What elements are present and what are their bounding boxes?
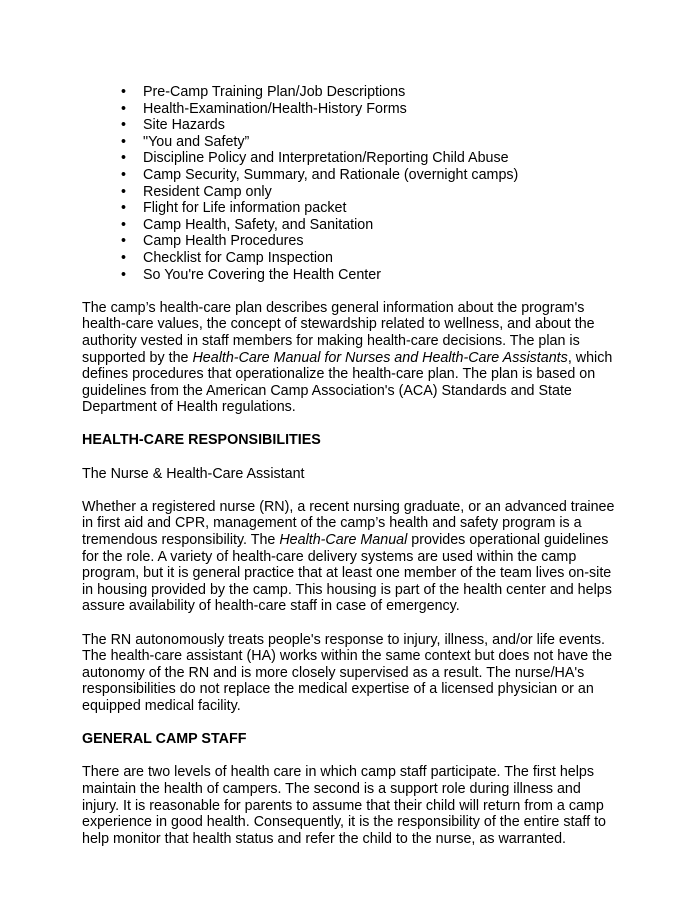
bullet-icon: • bbox=[121, 150, 127, 167]
section-heading-camp-staff: GENERAL CAMP STAFF bbox=[82, 731, 247, 748]
list-item: • Pre-Camp Training Plan/Job Descriptions bbox=[121, 84, 406, 100]
list-item: • Flight for Life information packet bbox=[121, 200, 347, 217]
list-item: • Camp Security, Summary, and Rationale (overnight camps) bbox=[121, 166, 519, 183]
list-item: • Discipline Policy and Interpretation/Reporting Child Abuse bbox=[121, 150, 509, 167]
list-item: • Site Hazards bbox=[121, 117, 225, 134]
list-item: • Resident Camp only bbox=[121, 183, 272, 200]
subheading-nurse: The Nurse & Health-Care Assistant bbox=[82, 465, 305, 482]
list-item: • Health-Examination/Health-History Forms bbox=[121, 100, 407, 117]
bullet-icon: • bbox=[121, 133, 127, 150]
spacer bbox=[82, 748, 616, 765]
spacer bbox=[82, 283, 616, 300]
paragraph-nurse-role: Whether a registered nurse (RN), a recent nursing graduate, or an advanced trainee in first aid and CPR, management of the camp’s health and safety program is a tremendous responsibility. The Health-Care Manual provides operational guidelines for the role. A variety of health-care delivery systems are used within the camp program, but it is general practice that at least one member of the team lives on-site in housing provided by the camp. This housing is part of the health center and helps assure availability of health-care staff in case of emergency. bbox=[82, 498, 615, 615]
list-item: • Camp Health, Safety, and Sanitation bbox=[121, 216, 374, 233]
bullet-icon: • bbox=[121, 84, 127, 100]
section-heading-health-care: HEALTH-CARE RESPONSIBILITIES bbox=[82, 432, 321, 449]
list-item: • "You and Safety” bbox=[121, 133, 250, 150]
list-item: • So You're Covering the Health Center bbox=[121, 266, 381, 283]
bullet-icon: • bbox=[121, 183, 127, 200]
bullet-icon: • bbox=[121, 100, 127, 117]
paragraph-rn-ha: The RN autonomously treats people's response to injury, illness, and/or life events. The health-care assistant (HA) works within the same context but does not have the autonomy of the RN and is more closely supervised as a result. The nurse/HA's responsibilities do not replace the medical expertise of a licensed physician or an equipped medical facility. bbox=[82, 631, 613, 714]
spacer bbox=[82, 416, 616, 433]
bullet-icon: • bbox=[121, 117, 127, 134]
bullet-icon: • bbox=[121, 166, 127, 183]
document-list bbox=[82, 84, 616, 283]
manual-title: Health-Care Manual bbox=[279, 532, 408, 549]
intro-paragraph: The camp’s health-care plan describes general information about the program's health-care values, the concept of stewardship related to wellness, and about the authority vested in staff members for making health-care decisions. The plan is supported by the Health-Care Manual for Nurses and Health-Care Assistants, which defines procedures that operationalize the health-care plan. The plan is based on guidelines from the American Camp Association's (ACA) Standards and State Department of Health regulations. bbox=[82, 299, 613, 416]
page-content bbox=[82, 84, 616, 847]
spacer bbox=[82, 449, 616, 466]
bullet-icon: • bbox=[121, 266, 127, 283]
bullet-icon: • bbox=[121, 216, 127, 233]
list-item: • Camp Health Procedures bbox=[121, 233, 304, 250]
bullet-icon: • bbox=[121, 233, 127, 250]
bullet-icon: • bbox=[121, 249, 127, 266]
paragraph-camp-staff: There are two levels of health care in which camp staff participate. The first helps maintain the health of campers. The second is a support role during illness and injury. It is reasonable for parents to assume that their child will return from a camp experience in good health. Consequently, it is the responsibility of the entire staff to help monitor that health status and refer the child to the nurse, as warranted. bbox=[82, 764, 607, 847]
bullet-icon: • bbox=[121, 200, 127, 217]
list-item: • Checklist for Camp Inspection bbox=[121, 249, 333, 266]
manual-title: Health-Care Manual for Nurses and Health-Care Assistants bbox=[192, 349, 568, 366]
spacer bbox=[82, 615, 616, 632]
spacer bbox=[82, 482, 616, 499]
spacer bbox=[82, 715, 616, 732]
